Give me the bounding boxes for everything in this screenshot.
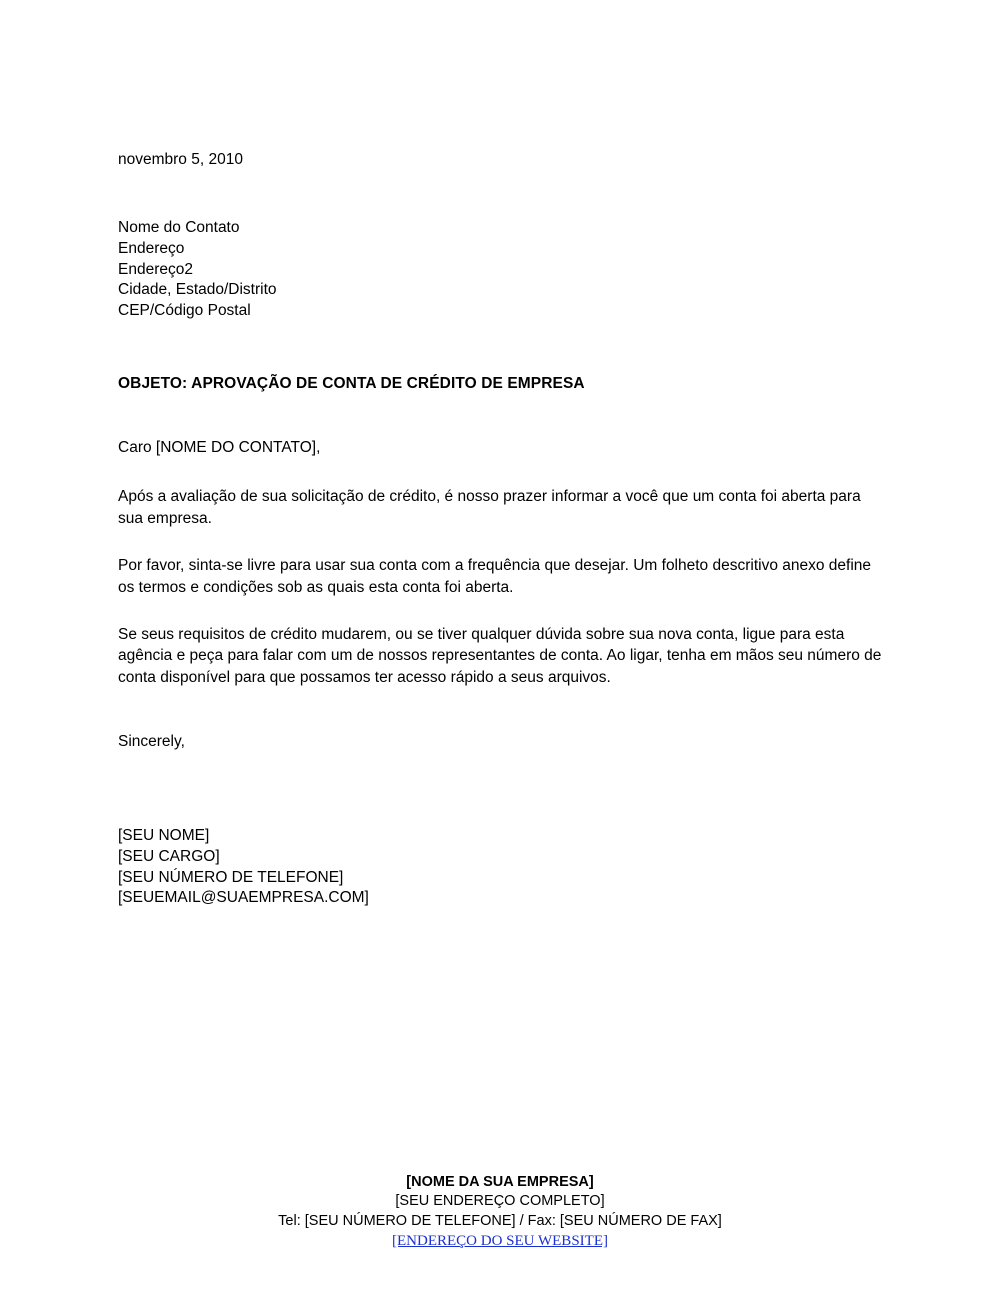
salutation: Caro [NOME DO CONTATO], [118, 438, 321, 456]
page-footer [0, 1173, 1000, 1252]
signature-block [118, 826, 882, 908]
body-paragraph: Após a avaliação de sua solicitação de crédito, é nosso prazer informar a você que um conta foi aberta para sua empresa. [118, 488, 861, 527]
recipient-address-block [118, 218, 882, 321]
body-paragraph: Por favor, sinta-se livre para usar sua conta com a frequência que desejar. Um folheto descritivo anexo define os termos e condições sob as quais esta conta foi aberta. [118, 557, 872, 596]
footer-company-name: [NOME DA SUA EMPRESA] [406, 1173, 594, 1190]
date-line: novembro 5, 2010 [118, 151, 243, 168]
closing-line: Sincerely, [118, 733, 185, 751]
subject-line: OBJETO: APROVAÇÃO DE CONTA DE CRÉDITO DE EMPRESA [118, 374, 585, 392]
footer-address: [SEU ENDEREÇO COMPLETO] [395, 1193, 605, 1210]
recipient-line: Nome do Contato [118, 219, 240, 237]
recipient-line: Cidade, Estado/Distrito [118, 281, 277, 299]
signature-line: [SEU NÚMERO DE TELEFONE] [118, 868, 344, 886]
recipient-line: Endereço [118, 240, 185, 258]
signature-line: [SEUEMAIL@SUAEMPRESA.COM] [118, 889, 369, 907]
footer-contact: Tel: [SEU NÚMERO DE TELEFONE] / Fax: [SEU NÚMERO DE FAX] [278, 1212, 722, 1229]
recipient-line: Endereço2 [118, 260, 193, 278]
signature-line: [SEU NOME] [118, 827, 210, 845]
footer-website-link[interactable]: [ENDEREÇO DO SEU WEBSITE] [392, 1233, 608, 1250]
letter-body [118, 150, 882, 909]
body-paragraph: Se seus requisitos de crédito mudarem, ou se tiver qualquer dúvida sobre sua nova conta, ligue para esta agência e peça para falar com um de nossos representantes de conta. Ao ligar, tenha em mãos seu número de conta disponível para que possamos ter acesso rápido a seus arquivos. [118, 625, 882, 686]
signature-line: [SEU CARGO] [118, 848, 220, 866]
recipient-line: CEP/Código Postal [118, 301, 251, 319]
